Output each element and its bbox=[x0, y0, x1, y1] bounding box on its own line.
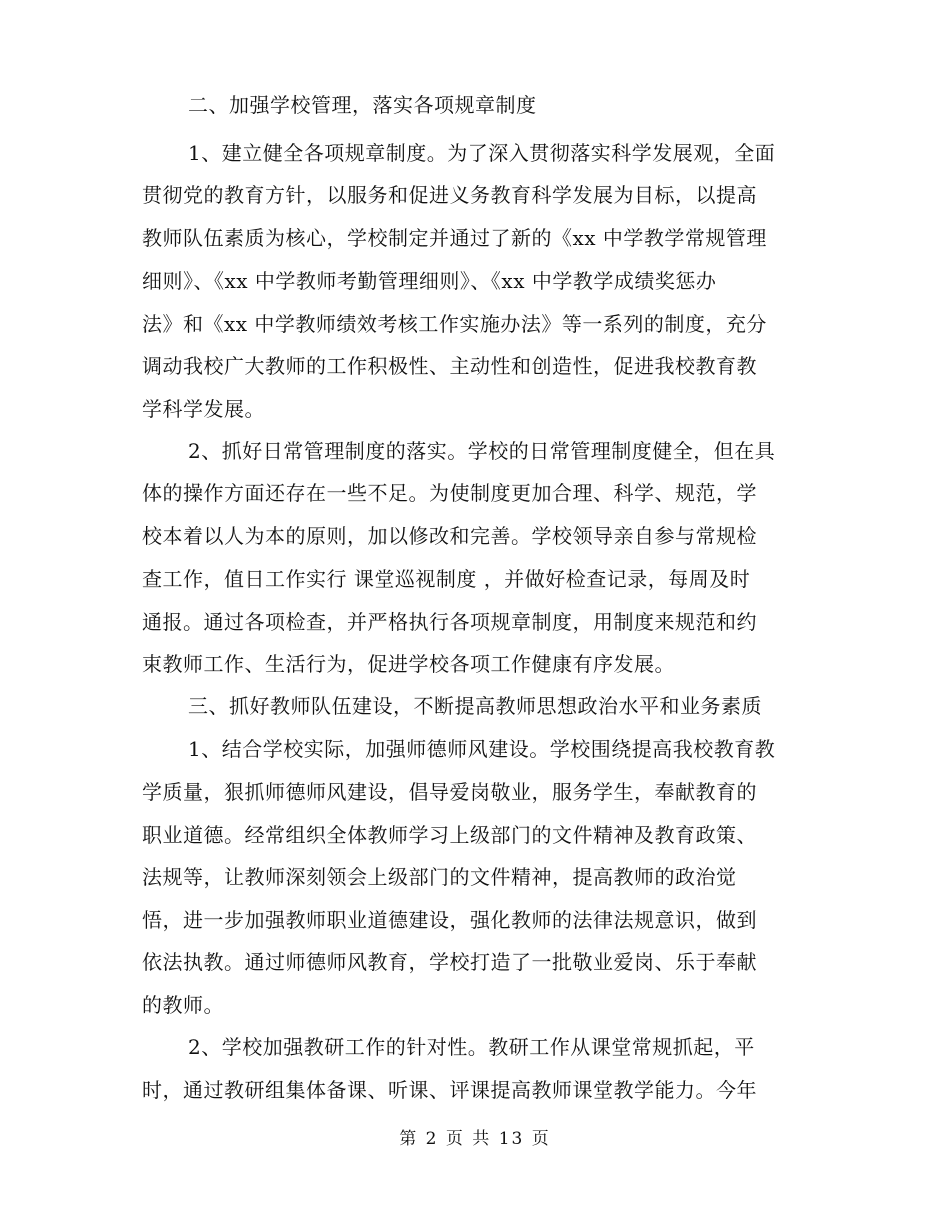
paragraph-line: 职业道德。经常组织全体教师学习上级部门的文件精神及教育政策、 bbox=[142, 823, 757, 847]
paragraph-line: 1、结合学校实际，加强师德师风建设。学校围绕提高我校教育教 bbox=[188, 737, 776, 761]
paragraph-line: 法规等，让教师深刻领会上级部门的文件精神，提高教师的政治觉 bbox=[142, 865, 737, 889]
paragraph-line: 2、抓好日常管理制度的落实。学校的日常管理制度健全，但在具 bbox=[188, 439, 776, 463]
paragraph-line: 贯彻党的教育方针，以服务和促进义务教育科学发展为目标，以提高 bbox=[142, 183, 757, 207]
paragraph-line: 体的操作方面还存在一些不足。为使制度更加合理、科学、规范，学 bbox=[142, 481, 757, 505]
section-heading-management: 二、加强学校管理，落实各项规章制度 bbox=[188, 93, 537, 117]
paragraph-line: 通报。通过各项检查，并严格执行各项规章制度，用制度来规范和约 bbox=[142, 610, 757, 634]
paragraph-line: 细则》、《xx 中学教师考勤管理细则》、《xx 中学教学成绩奖惩办 bbox=[142, 269, 717, 293]
paragraph-line: 校本着以人为本的原则，加以修改和完善。学校领导亲自参与常规检 bbox=[142, 524, 757, 548]
paragraph-line: 2、学校加强教研工作的针对性。教研工作从课堂常规抓起，平 bbox=[188, 1035, 755, 1059]
paragraph-line: 1、建立健全各项规章制度。为了深入贯彻落实科学发展观，全面 bbox=[188, 141, 776, 165]
paragraph-line: 学质量，狠抓师德师风建设，倡导爱岗敬业，服务学生，奉献教育的 bbox=[142, 780, 757, 804]
paragraph-line: 依法执教。通过师德师风教育，学校打造了一批敬业爱岗、乐于奉献 bbox=[142, 950, 757, 974]
paragraph-line: 学科学发展。 bbox=[142, 397, 265, 421]
paragraph-line: 时，通过教研组集体备课、听课、评课提高教师课堂教学能力。今年 bbox=[142, 1078, 757, 1102]
paragraph-line: 的教师。 bbox=[142, 993, 224, 1017]
section-heading-teachers: 三、抓好教师队伍建设，不断提高教师思想政治水平和业务素质 bbox=[188, 694, 762, 718]
paragraph-line: 法》和《xx 中学教师绩效考核工作实施办法》等一系列的制度，充分 bbox=[142, 312, 767, 336]
paragraph-line: 悟，进一步加强教师职业道德建设，强化教师的法律法规意识，做到 bbox=[142, 908, 757, 932]
paragraph-line: 束教师工作、生活行为，促进学校各项工作健康有序发展。 bbox=[142, 652, 675, 676]
paragraph-line: 教师队伍素质为核心，学校制定并通过了新的《xx 中学教学常规管理 bbox=[142, 226, 767, 250]
paragraph-line: 查工作，值日工作实行 课堂巡视制度 ，并做好检查记录，每周及时 bbox=[142, 567, 751, 591]
paragraph-line: 调动我校广大教师的工作积极性、主动性和创造性，促进我校教育教 bbox=[142, 354, 757, 378]
page-number-footer: 第 2 页 共 13 页 bbox=[399, 1129, 551, 1149]
